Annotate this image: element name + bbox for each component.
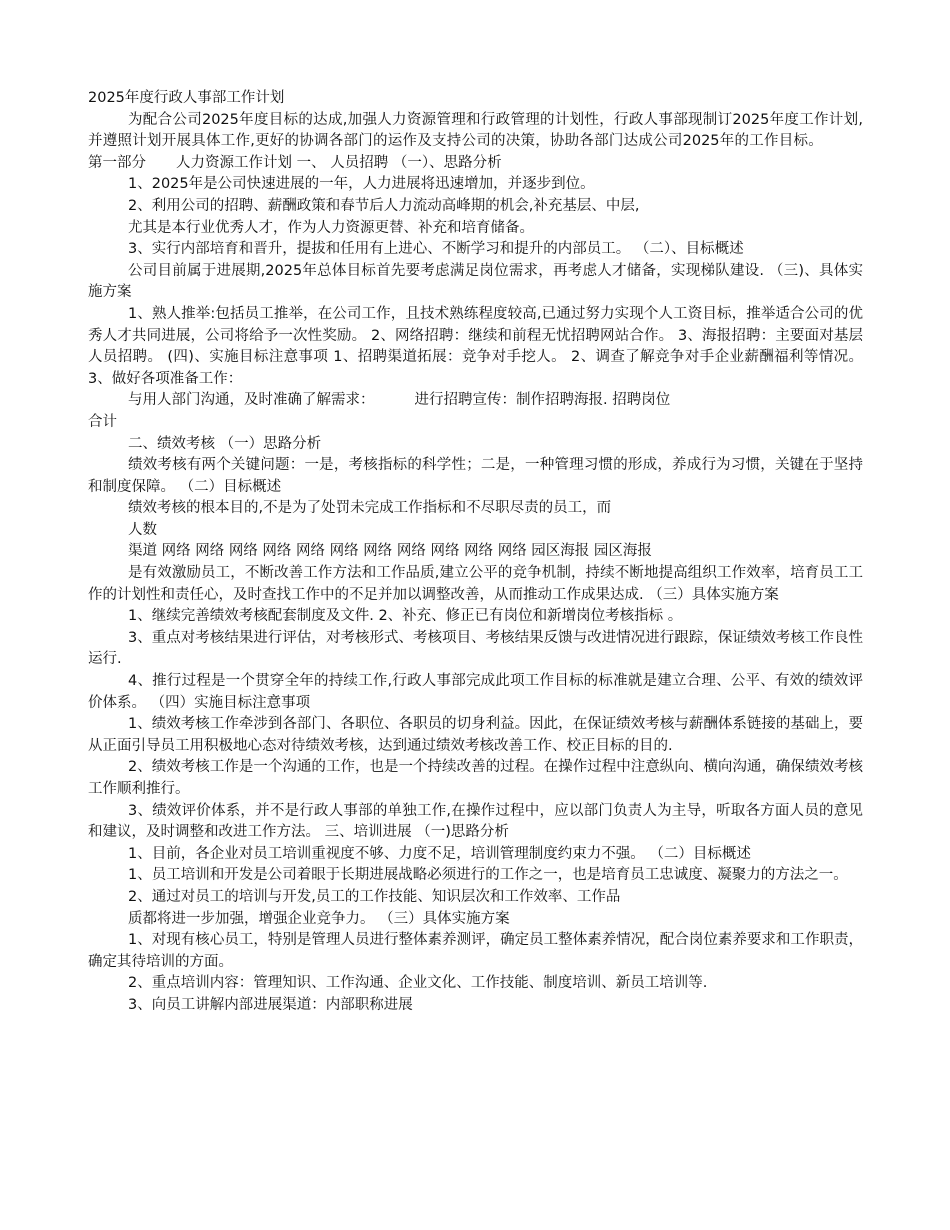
paragraph: 2、通过对员工的培训与开发,员工的工作技能、知识层次和工作效率、工作品 bbox=[128, 888, 621, 905]
paragraph-text: 为配合公司2025年度目标的达成,加强人力资源管理和行政管理的计划性，行政人事部现制订2025年度工作计划,并遵照计划开展具体工作,更好的协调各部门的运作及支持公司的决策，协助各部门达成公司2025年的工作目标。 bbox=[88, 111, 863, 150]
paragraph: 1、2025年是公司快速进展的一年，人力进展将迅速增加，并逐步到位。 bbox=[128, 176, 595, 193]
paragraph bbox=[88, 110, 863, 175]
part-label: 第一部分 bbox=[88, 154, 146, 171]
paragraph bbox=[88, 390, 863, 412]
paragraph: 3、实行内部培育和晋升，提拔和任用有上进心、不断学习和提升的内部员工。 （二）、目标概述 bbox=[128, 241, 744, 258]
paragraph-text: 进行招聘宣传：制作招聘海报. 招聘岗位 bbox=[414, 392, 671, 409]
paragraph: 2、利用公司的招聘、薪酬政策和春节后人力流动高峰期的机会,补充基层、中层, bbox=[128, 197, 640, 214]
paragraph-text: 与用人部门沟通，及时准确了解需求： bbox=[128, 392, 375, 409]
paragraph: 尤其是本行业优秀人才，作为人力资源更替、补充和培育储备。 bbox=[128, 219, 534, 236]
table-fragment: 渠道 网络 网络 网络 网络 网络 网络 网络 网络 网络 网络 网络 园区海报 园区海报 bbox=[128, 543, 652, 560]
table-fragment: 人数 bbox=[128, 521, 157, 538]
paragraph: 1、目前，各企业对员工培训重视度不够、力度不足，培训管理制度约束力不强。 （二）目标概述 bbox=[128, 845, 751, 862]
paragraph: 公司目前属于进展期,2025年总体目标首先要考虑满足岗位需求，再考虑人才储备，实现梯队建设. （三)、具体实施方案 bbox=[88, 262, 863, 301]
paragraph: 1、员工培训和开发是公司着眼于长期进展战略必须进行的工作之一，也是培育员工忠诚度、凝聚力的方法之一。 bbox=[128, 867, 848, 884]
paragraph: 绩效考核的根本目的,不是为了处罚未完成工作指标和不尽职尽责的员工，而 bbox=[128, 500, 612, 517]
paragraph: 3、重点对考核结果进行评估，对考核形式、考核项目、考核结果反馈与改进情况进行跟踪，保证绩效考核工作良性运行. bbox=[88, 629, 863, 668]
document-title: 2025年度行政人事部工作计划 bbox=[88, 90, 285, 106]
paragraph: 1、继续完善绩效考核配套制度及文件. 2、补充、修正已有岗位和新增岗位考核指标 。 bbox=[128, 608, 683, 625]
section-heading: 二、绩效考核 （一）思路分析 bbox=[128, 435, 322, 452]
section-heading: 人力资源工作计划 一、 人员招聘 （一）、思路分析 bbox=[176, 154, 502, 171]
paragraph: 是有效激励员工，不断改善工作方法和工作品质,建立公平的竞争机制，持续不断地提高组织工作效率，培育员工工作的计划性和责任心，及时查找工作中的不足并加以调整改善，从而推动工作成果达成. （三）具体实施方案 bbox=[88, 565, 863, 603]
paragraph: 1、绩效考核工作牵涉到各部门、各职位、各职员的切身利益。因此，在保证绩效考核与薪酬体系链接的基础上，要从正面引导员工用积极地心态对待绩效考核，达到通过绩效考核改善工作、校正目标的目的. bbox=[88, 716, 863, 754]
paragraph: 1、对现有核心员工，特别是管理人员进行整体素养测评，确定员工整体素养情况，配合岗位素养要求和工作职责，确定其待培训的方面。 bbox=[88, 932, 863, 970]
table-fragment: 合计 bbox=[88, 413, 117, 430]
paragraph: 绩效考核有两个关键问题：一是，考核指标的科学性；二是，一种管理习惯的形成，养成行为习惯，关键在于坚持和制度保障。 （二）目标概述 bbox=[88, 457, 863, 495]
paragraph: 1、熟人推举:包括员工推举，在公司工作，且技术熟练程度较高,已通过努力实现个人工资目标，推举适合公司的优秀人才共同进展，公司将给予一次性奖励。 2、网络招聘：继续和前程无忧招聘网站合作。 3、海报招聘：主要面对基层人员招聘。 (四)、实施目标注意事项 1、招聘渠道拓展：竞争对手挖人。 2、调查了解竞争对手企业薪酬福利等情况。 3、做好各项准备工作： bbox=[88, 305, 863, 387]
paragraph: 质都将进一步加强，增强企业竞争力。 （三）具体实施方案 bbox=[128, 910, 510, 927]
document-body bbox=[88, 88, 863, 1017]
paragraph: 2、重点培训内容：管理知识、工作沟通、企业文化、工作技能、制度培训、新员工培训等. bbox=[128, 975, 708, 992]
paragraph: 3、绩效评价体系，并不是行政人事部的单独工作,在操作过程中，应以部门负责人为主导，听取各方面人员的意见和建议，及时调整和改进工作方法。 三、培训进展 （一)思路分析 bbox=[88, 802, 863, 841]
paragraph: 2、绩效考核工作是一个沟通的工作，也是一个持续改善的过程。在操作过程中注意纵向、横向沟通，确保绩效考核工作顺利推行。 bbox=[88, 759, 863, 797]
paragraph: 3、向员工讲解内部进展渠道：内部职称进展 bbox=[128, 996, 413, 1013]
paragraph: 4、推行过程是一个贯穿全年的持续工作,行政人事部完成此项工作目标的标准就是建立合理、公平、有效的绩效评价体系。 （四）实施目标注意事项 bbox=[88, 673, 863, 711]
